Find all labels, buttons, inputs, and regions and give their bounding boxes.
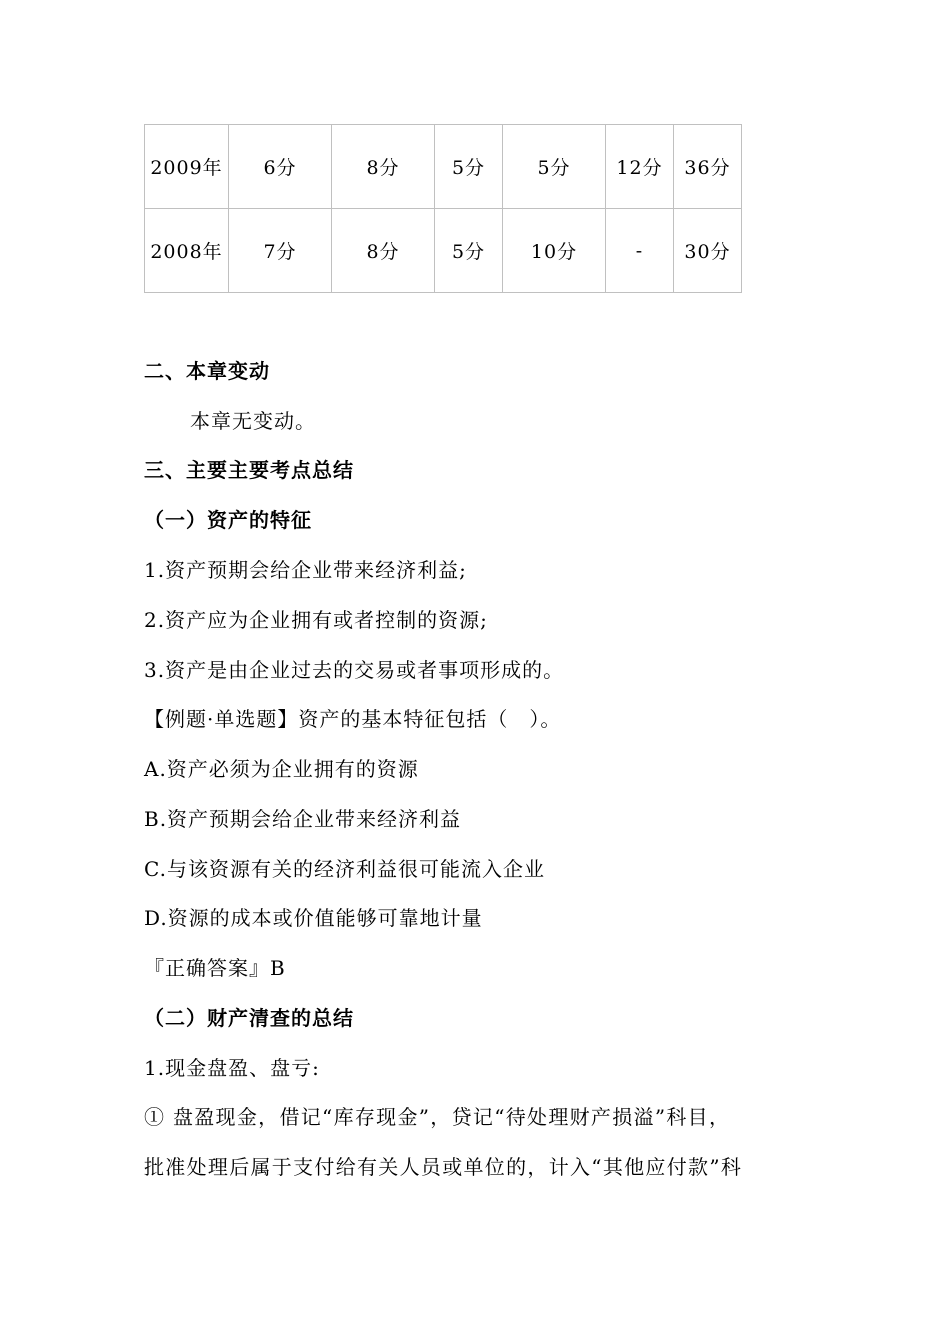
example-option-d: D.资源的成本或价值能够可靠地计量 [144, 906, 483, 930]
subheading-inventory-summary: （二）财产清查的总结 [144, 1006, 354, 1030]
table-row [145, 125, 742, 209]
section-heading-key-points: 三、主要主要考点总结 [144, 458, 354, 482]
table-cell: 2009年 [145, 125, 229, 209]
list-item: 2.资产应为企业拥有或者控制的资源; [144, 608, 488, 632]
table-cell: 30分 [674, 209, 742, 293]
table-cell: 8分 [332, 209, 435, 293]
paragraph-line: ① 盘盈现金，借记“库存现金”，贷记“待处理财产损溢”科目， [144, 1105, 731, 1129]
list-item: 1.资产预期会给企业带来经济利益; [144, 558, 467, 582]
list-item: 3.资产是由企业过去的交易或者事项形成的。 [144, 658, 565, 682]
table-cell: 10分 [503, 209, 606, 293]
example-question: 【例题·单选题】资产的基本特征包括（ ）。 [144, 707, 562, 731]
example-option-b: B.资产预期会给企业带来经济利益 [144, 807, 462, 831]
changes-body: 本章无变动。 [190, 409, 316, 433]
list-item: 1.现金盘盈、盘亏: [144, 1056, 320, 1080]
table-cell: 5分 [503, 125, 606, 209]
score-table [144, 124, 742, 293]
table-cell: 36分 [674, 125, 742, 209]
table-row [145, 209, 742, 293]
table-cell: 8分 [332, 125, 435, 209]
paragraph-line: 批准处理后属于支付给有关人员或单位的，计入“其他应付款”科 [144, 1155, 743, 1179]
example-option-c: C.与该资源有关的经济利益很可能流入企业 [144, 857, 545, 881]
table-cell: - [606, 209, 674, 293]
table-cell: 5分 [435, 209, 503, 293]
table-cell: 6分 [229, 125, 332, 209]
table-cell: 2008年 [145, 209, 229, 293]
subheading-asset-features: （一）资产的特征 [144, 508, 312, 532]
section-heading-changes: 二、本章变动 [144, 359, 270, 383]
table-cell: 12分 [606, 125, 674, 209]
example-option-a: A.资产必须为企业拥有的资源 [144, 757, 419, 781]
table-cell: 7分 [229, 209, 332, 293]
example-answer: 『正确答案』B [144, 956, 286, 980]
table-cell: 5分 [435, 125, 503, 209]
